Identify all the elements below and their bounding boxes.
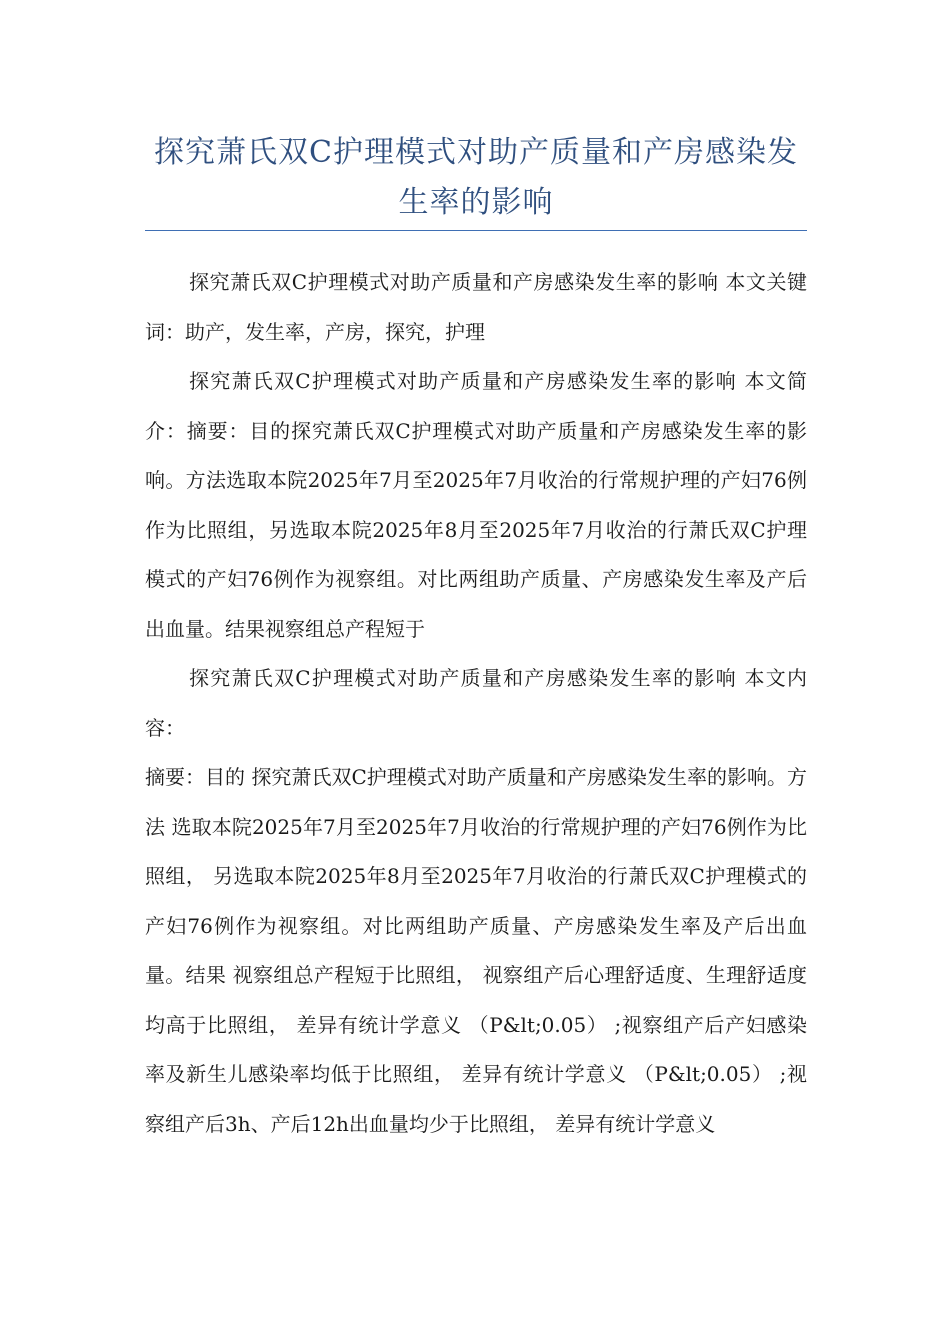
- content-label-paragraph: 探究萧氏双C护理模式对助产质量和产房感染发生率的影响 本文内容：: [145, 666, 807, 740]
- document-title: 探究萧氏双C护理模式对助产质量和产房感染发生率的影响: [154, 135, 798, 220]
- abstract-paragraph: 摘要：目的 探究萧氏双C护理模式对助产质量和产房感染发生率的影响。方法 选取本院2025年7月至2025年7月收治的行常规护理的产妇76例作为比照组， 另选取本院2025年8月至2025年7月收治的行萧氏双C护理模式的产妇76例作为视察组。对比两组助产质量、产房感染发生率及产后出血量。结果 视察组总产程短于比照组， 视察组产后心理舒适度、生理舒适度均高于比照组， 差异有统计学意义 （P&lt;0.05） ;视察组产后产妇感染率及新生儿感染率均低于比照组， 差异有统计学意义 （P&lt;0.05） ;视察组产后3h、产后12h出血量均少于比照组， 差异有统计学意义: [145, 765, 807, 1136]
- title-divider: [145, 230, 807, 231]
- document-body: [145, 258, 807, 1149]
- intro-paragraph: 探究萧氏双C护理模式对助产质量和产房感染发生率的影响 本文简介：摘要：目的探究萧氏双C护理模式对助产质量和产房感染发生率的影响。方法选取本院2025年7月至2025年7月收治的行常规护理的产妇76例作为比照组，另选取本院2025年8月至2025年7月收治的行萧氏双C护理模式的产妇76例作为视察组。对比两组助产质量、产房感染发生率及产后出血量。结果视察组总产程短于: [145, 369, 807, 641]
- keywords-paragraph: 探究萧氏双C护理模式对助产质量和产房感染发生率的影响 本文关键词：助产，发生率，产房，探究，护理: [145, 270, 807, 344]
